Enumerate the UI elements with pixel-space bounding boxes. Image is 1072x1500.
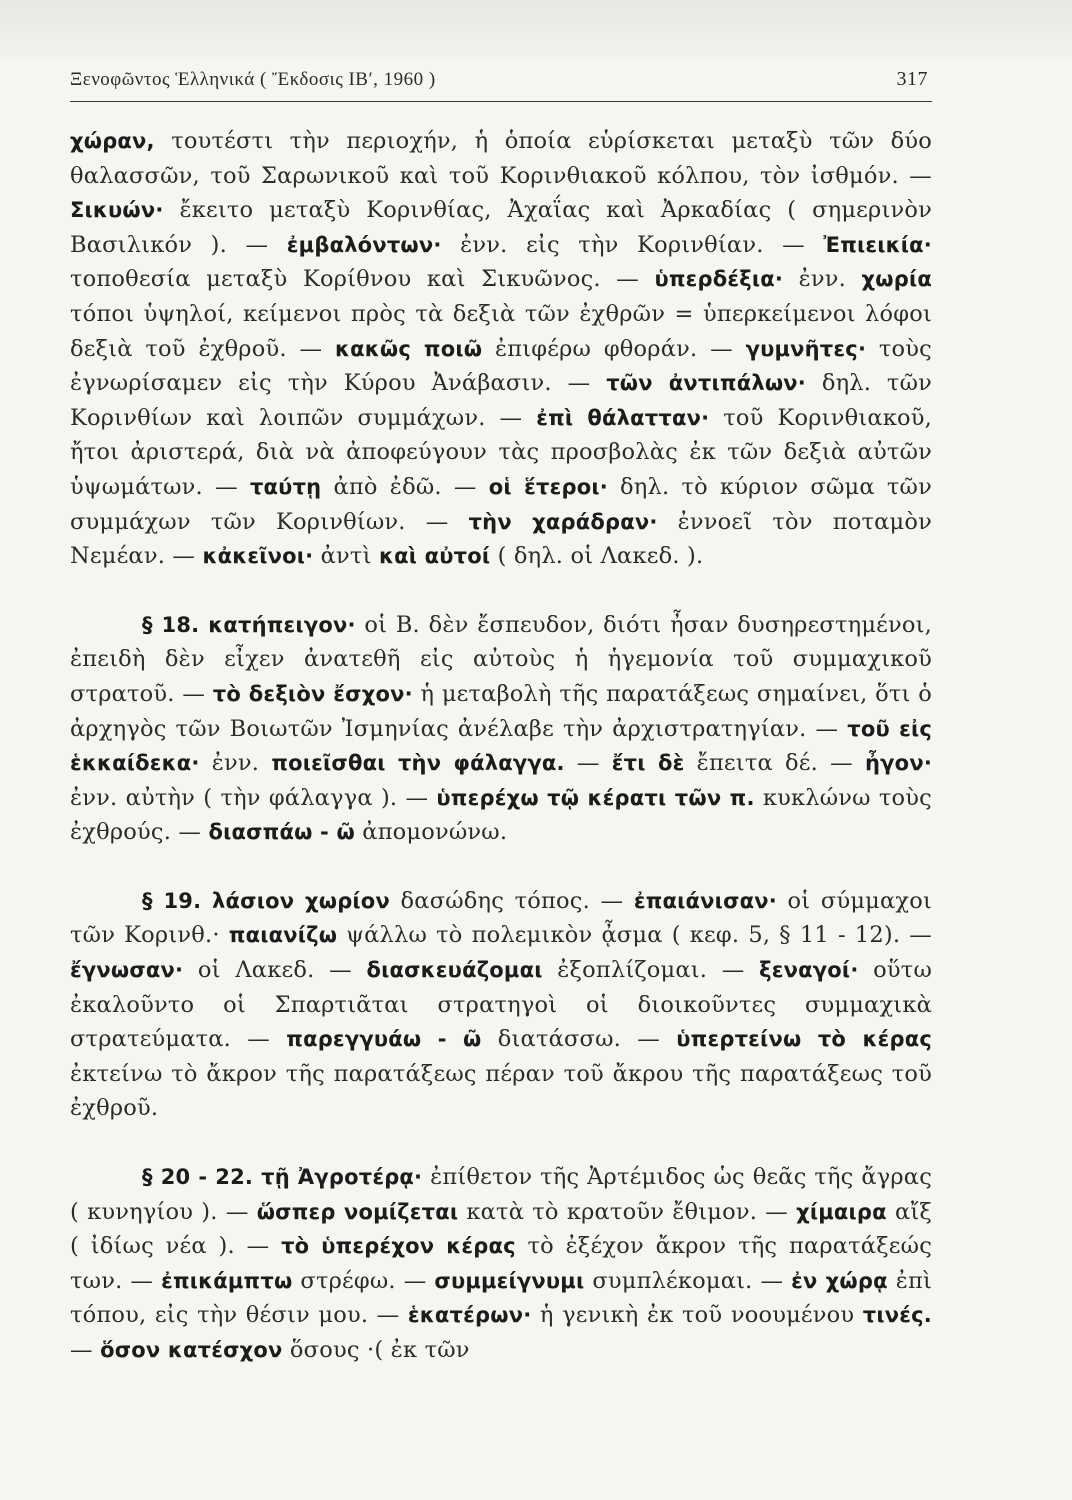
gloss: ἐνν. εἰς τὴν Κορινθίαν. —	[441, 231, 824, 258]
gloss: τὸ ἐξέχον ἄκρον τῆς παρατάξεώς των. —	[70, 1233, 932, 1294]
lemma: κατήπειγον·	[208, 612, 356, 637]
lemma: ἐπὶ θάλατταν·	[536, 405, 710, 430]
lemma: ὅσον κατέσχον	[100, 1338, 283, 1362]
gloss: ἐπιφέρω φθοράν. —	[482, 335, 746, 362]
gloss: ὅσους ·( ἐκ τῶν	[282, 1337, 470, 1363]
gloss: ἐνν.	[783, 266, 862, 293]
book-page	[70, 68, 932, 1368]
lemma: κακῶς ποιῶ	[335, 336, 483, 361]
gloss: ψάλλω τὸ πολεμικὸν ᾆσμα ( κεφ. 5, § 11 - 12). —	[337, 922, 932, 949]
section-number: § 20 - 22.	[142, 1165, 262, 1190]
gloss: δηλ. τὸ κύριον σῶμα τῶν συμμάχων τῶν Κορινθίων. —	[70, 473, 932, 535]
lemma: τὸ ὑπερέχον κέρας	[281, 1234, 516, 1259]
lemma: τινές.	[862, 1303, 932, 1328]
gloss: συμπλέκομαι. —	[584, 1267, 792, 1294]
lemma: ὑπερδέξια·	[654, 267, 784, 292]
gloss: οὕτω ἐκαλοῦντο οἱ Σπαρτιᾶται στρατηγοὶ οἱ διοικοῦντες συμμαχικὰ στρατεύματα. —	[70, 957, 933, 1053]
gloss: κατὰ τὸ κρατοῦν ἔθιμον. —	[458, 1198, 797, 1225]
lemma: ἑκατέρων·	[407, 1303, 532, 1328]
gloss: ἡ γενικὴ ἐκ τοῦ νοουμένου	[531, 1302, 863, 1329]
lemma: ἔτι δὲ	[611, 751, 685, 776]
paragraph-section	[70, 884, 932, 1126]
lemma: ὑπερτείνω τὸ κέρας	[676, 1027, 932, 1052]
lemma: τῇ Ἀγροτέρᾳ·	[261, 1165, 423, 1190]
lemma: γυμνῆτες·	[745, 336, 867, 361]
lemma: Ἐπιεικία·	[823, 232, 932, 257]
lemma: ἦγον·	[865, 751, 932, 776]
commentary-body	[70, 124, 932, 1368]
gloss: ἀπομονώνω.	[354, 819, 508, 846]
gloss: στρέφω. —	[292, 1267, 435, 1294]
paragraph-section	[70, 1160, 932, 1368]
gloss: ἐκτείνω τὸ ἄκρον τῆς παρατάξεως πέραν τοῦ ἄκρου τῆς παρατάξεως τοῦ ἐχθροῦ.	[70, 1060, 932, 1122]
gloss: —	[70, 1337, 101, 1363]
gloss: διατάσσω. —	[481, 1026, 677, 1053]
lemma: ὥσπερ νομίζεται	[256, 1199, 459, 1224]
gloss: ἐνν. αὐτὴν ( τὴν φάλαγγα ). —	[70, 784, 437, 811]
lemma: ποιεῖσθαι τὴν φάλαγγα.	[271, 751, 565, 776]
lemma: τοῦ εἰς ἑκκαίδεκα·	[70, 716, 932, 776]
gloss: κυκλώνω τοὺς ἐχθρούς. —	[70, 784, 932, 846]
section-number: § 19.	[142, 888, 213, 913]
gloss: ἐνν.	[199, 750, 272, 777]
gloss: οἱ Β. δὲν ἔσπευδον, διότι ἦσαν δυσηρεστημένοι, ἐπειδὴ δὲν εἶχεν ἀνατεθῆ εἰς αὐτοὺς ἡ ἡγεμονία τοῦ συμμαχικοῦ στρατοῦ. —	[70, 611, 932, 707]
gloss: ἔκειτο μεταξὺ Κορινθίας, Ἀχαΐας καὶ Ἀρκαδίας ( σημερινὸν Βασιλικόν ). —	[70, 197, 932, 258]
running-title: Ξενοφῶντος Ἑλληνικά ( Ἔκδοσις ΙΒʹ, 1960 )	[70, 69, 436, 90]
gloss: ἐννοεῖ τὸν ποταμὸν Νεμέαν. —	[70, 508, 932, 570]
lemma: Σικυών·	[70, 198, 164, 223]
gloss: δηλ. τῶν Κορινθίων καὶ λοιπῶν συμμάχων. —	[70, 370, 933, 431]
lemma: συμμείγνυμι	[434, 1268, 585, 1293]
gloss: οἱ Λακεδ. —	[183, 957, 367, 984]
lemma: ταύτῃ	[249, 474, 322, 499]
lemma: χωρία	[861, 267, 932, 292]
lemma: ἐν χώρᾳ	[791, 1268, 888, 1293]
gloss: τόποι ὑψηλοί, κείμενοι πρὸς τὰ δεξιὰ τῶν ἐχθρῶν = ὑπερκείμενοι λόφοι δεξιὰ τοῦ ἐχθροῦ. —	[70, 300, 932, 362]
gloss: αἴξ ( ἰδίως νέα ). —	[70, 1198, 932, 1260]
page-number: 317	[896, 68, 928, 90]
lemma: καὶ αὐτοί	[378, 544, 491, 569]
lemma: παιανίζω	[228, 923, 338, 948]
gloss: ἔπειτα δέ. —	[684, 750, 866, 777]
lemma: ἐπικάμπτω	[161, 1268, 293, 1293]
lemma: τῶν ἀντιπάλων·	[606, 371, 806, 396]
lemma: κἀκεῖνοι·	[202, 544, 314, 569]
gloss: οἱ σύμμαχοι τῶν Κορινθ.·	[70, 887, 932, 949]
lemma: οἱ ἕτεροι·	[488, 474, 608, 499]
gloss: ἀπὸ ἐδῶ. —	[321, 473, 489, 500]
gloss: τουτέστι τὴν περιοχήν, ἡ ὁποία εὑρίσκεται μεταξὺ τῶν δύο θαλασσῶν, τοῦ Σαρωνικοῦ καὶ τοῦ Κορινθιακοῦ κόλπου, τὸν ἰσθμόν. —	[70, 128, 932, 189]
section-number: § 18.	[142, 612, 209, 637]
lemma: ὑπερέχω τῷ κέρατι τῶν π.	[436, 785, 755, 810]
gloss: τοῦ Κορινθιακοῦ, ἤτοι ἀριστερά, διὰ νὰ ἀποφεύγουν τὰς προσβολὰς ἐκ τῶν δεξιὰ αὐτῶν ὑψωμάτων. —	[70, 404, 932, 500]
lemma: τὸ δεξιὸν ἔσχον·	[212, 681, 413, 706]
lemma: διασπάω - ῶ	[208, 820, 355, 845]
gloss: ( δηλ. οἱ Λακεδ. ).	[490, 543, 704, 570]
lemma: λάσιον χωρίον	[212, 888, 390, 913]
gloss: τοὺς ἐγνωρίσαμεν εἰς τὴν Κύρου Ἀνάβασιν. —	[70, 335, 932, 397]
paragraph-section	[70, 608, 932, 850]
running-header	[70, 68, 932, 102]
gloss: ἐπίθετον τῆς Ἀρτέμιδος ὡς θεᾶς τῆς ἄγρας ( κυνηγίου ). —	[70, 1164, 933, 1225]
gloss: ἐξοπλίζομαι. —	[542, 957, 760, 984]
lemma: ἐμβαλόντων·	[286, 232, 442, 257]
lemma: ἔγνωσαν·	[70, 958, 184, 983]
lemma: ξεναγοί·	[759, 958, 859, 983]
previous-page-bleed	[0, 0, 1072, 58]
gloss: ἐπὶ τόπου, εἰς τὴν θέσιν μου. —	[70, 1267, 932, 1329]
gloss: —	[564, 750, 612, 777]
lemma: παρεγγυάω - ῶ	[286, 1027, 482, 1052]
gloss: δασώδης τόπος. —	[389, 887, 634, 914]
lemma: τὴν χαράδραν·	[468, 509, 658, 534]
lemma: χώραν,	[70, 129, 155, 153]
lemma: ἐπαιάνισαν·	[633, 888, 777, 913]
gloss: ἡ μεταβολὴ τῆς παρατάξεως σημαίνει, ὅτι ὁ ἀρχηγὸς τῶν Βοιωτῶν Ἰσμηνίας ἀνέλαβε τὴν ἀρχιστρατηγίαν. —	[70, 680, 933, 742]
gloss: τοποθεσία μεταξὺ Κορίθνου καὶ Σικυῶνος. —	[70, 266, 655, 293]
paragraph-continued	[70, 124, 932, 574]
lemma: χίμαιρα	[796, 1199, 887, 1224]
gloss: ἀντὶ	[313, 543, 379, 570]
lemma: διασκευάζομαι	[366, 958, 543, 983]
